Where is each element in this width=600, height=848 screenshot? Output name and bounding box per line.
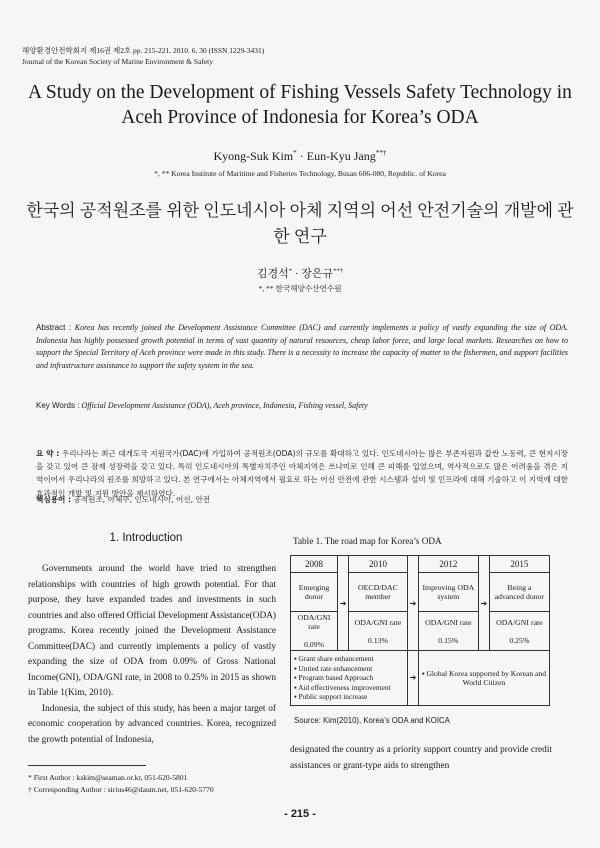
intro-right-column: designated the country as a priority support country and provide credit assistances or grant-type aids to strengthen: [290, 745, 552, 771]
authors-korean: [0, 265, 600, 281]
measure-item: ▪ Grant share enhancement: [294, 654, 374, 663]
table-cell-stage: Being a advanced donor: [489, 573, 549, 612]
goal-text: Global Korea supported by Korean and World Citizen: [426, 668, 547, 687]
author-separator-ko: ·: [292, 268, 302, 280]
rate-value: 0.09%: [303, 640, 325, 649]
author-2-name-ko: 장은규: [301, 268, 334, 280]
table-cell-year: 2010: [349, 556, 408, 573]
arrow-icon: ➔: [338, 556, 349, 651]
korean-keywords: [36, 494, 210, 505]
author-1-mark: *: [293, 149, 297, 157]
table-row-measures: [291, 651, 550, 706]
measure-item: ▪ Public support increase: [294, 692, 368, 702]
rate-value: 0.25%: [509, 635, 530, 645]
intro-left-column: [28, 562, 276, 748]
paper-title-english: A Study on the Development of Fishing Vessels Safety Technology in Aceh Province of Indonesia for Korea’s ODA: [28, 82, 572, 128]
arrow-icon: ➔: [407, 651, 418, 706]
journal-header-name: Journal of the Korean Society of Marine Environment & Safety: [22, 57, 213, 66]
korean-keywords-label: 핵심용어 :: [36, 495, 72, 504]
measure-item: ▪ Program based Approach: [294, 673, 374, 683]
table-row-rates: [291, 612, 550, 651]
affiliation-korean: *, ** 한국해양수산연수원: [258, 284, 342, 293]
abstract-text: Korea has recently joined the Development Assistance Committee (DAC) and currently implements a policy of vastly expanding the size of ODA. Indonesia has highly possessed growth potential in terms of vast quantity of natural resources, cheap labor force, and large local markets. Researches on how to support the Special Territory of Aceh province were made in this study. There is a necessity to increase the capacity of matter to the fishermen, and support facilities and infrastructure assistance to support the safety system in the sea.: [36, 323, 569, 370]
keywords: [36, 401, 568, 410]
intro-paragraph-1: Governments around the world have tried to strengthen relationships with countries of high growth potential. For that purpose, they have expanded trades and investments in such countries and also offered Official Development Assistance(ODA) programs. Korea recently joined the Development Assistance Committee(DAC) and currently implements a policy of vastly expanding the size of ODA from 0.09% of Gross National Income(GNI), ODA/GNI rate, in 2008 to 0.25% in 2015 as shown in Table 1(Kim, 2010).: [28, 564, 276, 698]
table-cell-year: 2008: [291, 556, 338, 573]
arrow-icon: ➔: [478, 556, 489, 651]
author-1-mark-ko: *: [288, 267, 293, 275]
paper-title-korean: 한국의 공적원조를 위한 인도네시아 아체 지역의 어선 안전기술의 개발에 관한 연구: [26, 201, 574, 246]
measure-item: ▪ Untied rate enhancement: [294, 663, 373, 673]
abstract: [36, 322, 568, 372]
rate-label: ODA/GNI rate: [354, 617, 402, 627]
rate-label: ODA/GNI rate: [425, 617, 472, 627]
road-map-table: [290, 555, 550, 706]
affiliation-english: *, ** Korea Institute of Maritime and Fisheries Technology, Busan 606-080, Republic. of Korea: [154, 169, 446, 178]
table-row-stages: [291, 573, 550, 612]
footnotes: [28, 772, 214, 796]
section-heading-introduction: 1. Introduction: [109, 532, 183, 544]
journal-header-volume: 해양환경안전학회지 제16권 제2호 pp. 215-221, 2010. 6. 30 (ISSN 1229-3431): [22, 46, 265, 55]
table-caption: Table 1. The road map for Korea’s ODA: [293, 536, 442, 546]
keywords-text: Official Development Assistance (ODA), Aceh province, Indonesia, Fishing vessel, Safety: [81, 401, 368, 410]
table-source: Source: Kim(2010), Korea’s ODA and KOICA: [294, 716, 450, 725]
korean-summary-text: 우리나라는 최근 대개도국 지원국가(DAC)에 가입하여 공적원조(ODA)의 규모를 확대하고 있다. 인도네시아는 많은 부존자원과 값싼 노동력, 큰 현지시장을 갖고 있어 큰 잠재 성장력을 갖고 있다. 특히 인도네시아의 특별자치주인 아체지역은 쓰나미로 인해 큰 피해를 입었으며, 역사적으로도 많은 어려움을 겪은 지역이어서 우리나라의 원조를 희망하고 있다. 본 연구에서는 아체지역에서 필요로 하는 어선 안전에 관한 시스템과 설비 및 인프라에 대해 기술하고 이 지역에 대한 효과적인 개발 및 지원 방안을 제시하였다.: [36, 449, 568, 498]
table-cell-year: 2015: [489, 556, 549, 573]
keywords-label: Key Words :: [36, 401, 80, 410]
footnote-divider: [28, 765, 146, 766]
table-cell-rate: [291, 612, 338, 651]
rate-value: 0.13%: [367, 635, 389, 645]
table-cell-rate: [418, 612, 478, 651]
table-cell-rate: [489, 612, 549, 651]
table-cell-stage: Emerging donor: [291, 573, 338, 612]
author-separator: ·: [296, 149, 307, 163]
author-2-mark: **†: [375, 149, 387, 157]
korean-keywords-text: 공적원조, 아체주, 인도네시아, 어선, 안전: [73, 495, 211, 504]
author-2-name: Eun-Kyu Jang: [306, 149, 376, 163]
author-1-name: Kyong-Suk Kim: [213, 149, 294, 163]
rate-label: ODA/GNI rate: [496, 617, 543, 627]
korean-summary-label: 요 약 :: [36, 449, 60, 458]
rate-value: 0.15%: [438, 635, 459, 645]
table-cell-goal: ▪ Global Korea supported by Korean and World Citizen: [418, 651, 549, 706]
rate-label: ODA/GNI rate: [297, 613, 331, 631]
korean-summary: [36, 447, 568, 500]
footnote-corresponding-author: † Corresponding Author : sirius46@daum.net, 051-620-5770: [28, 785, 214, 794]
author-2-mark-ko: **†: [333, 267, 344, 275]
table-cell-year: 2012: [418, 556, 478, 573]
table-row-years: [291, 556, 550, 573]
footnote-first-author: * First Author : kskim@seaman.or.kr, 051-620-5801: [28, 773, 188, 782]
intro-paragraph-2: Indonesia, the subject of this study, has been a major target of economic cooperation by advanced countries. Korea, recognized the growth potential of Indonesia,: [28, 703, 276, 745]
page-number: - 215 -: [284, 808, 316, 820]
arrow-icon: ➔: [407, 556, 418, 651]
author-1-name-ko: 김경석: [256, 268, 289, 280]
authors-english: [0, 149, 600, 164]
measure-item: ▪ Aid effectiveness improvement: [294, 682, 391, 692]
table-cell-stage: Improving ODA system: [418, 573, 478, 612]
table-cell-measures: [291, 651, 408, 706]
table-cell-rate: [349, 612, 408, 651]
table-cell-stage: OECD/DAC member: [349, 573, 408, 612]
abstract-label: Abstract :: [36, 323, 72, 332]
